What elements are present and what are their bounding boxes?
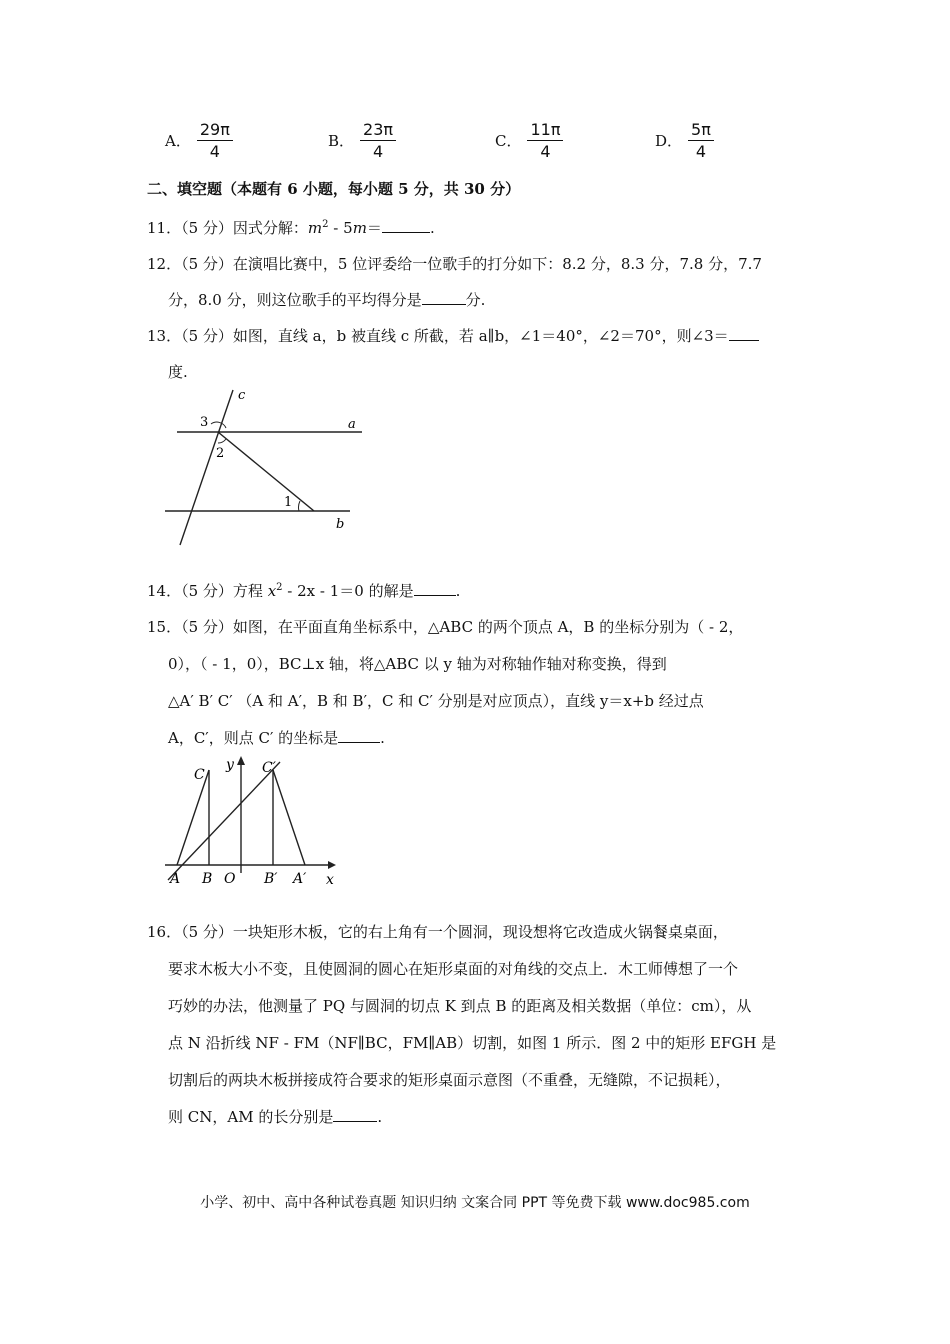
segment-apcp xyxy=(273,770,305,865)
label-angle-1: 1 xyxy=(284,495,293,510)
question-text: 分，8.0 分，则这位歌手的平均得分是 xyxy=(168,291,422,309)
answer-blank xyxy=(729,326,759,341)
question-number: 13． xyxy=(147,327,182,345)
question-16 xyxy=(147,921,728,942)
answer-blank xyxy=(414,581,456,596)
denominator: 4 xyxy=(540,142,551,161)
numerator: 23π xyxy=(360,120,396,141)
question-16-line6 xyxy=(168,1106,382,1127)
label-angle-2: 2 xyxy=(216,446,225,461)
option-label: D． xyxy=(655,132,683,150)
numerator: 29π xyxy=(197,120,233,141)
option-label: B． xyxy=(328,132,355,150)
label-x: x xyxy=(326,872,334,888)
line-y-x-b xyxy=(168,762,280,880)
numerator: 5π xyxy=(688,120,714,141)
label-Cprime: C′ xyxy=(262,760,276,776)
angle-1-arc xyxy=(299,501,300,511)
fraction xyxy=(197,120,233,161)
question-points: （5 分） xyxy=(181,219,233,237)
question-text: 一块矩形木板，它的右上角有一个圆洞，现设想将它改造成火锅餐桌桌面， xyxy=(232,923,728,941)
fraction xyxy=(360,120,396,161)
question-13-line2: 度. xyxy=(168,363,188,381)
label-A: A xyxy=(170,871,181,887)
question-number: 15． xyxy=(147,618,182,636)
question-number: 11． xyxy=(147,219,182,237)
period: . xyxy=(455,582,461,600)
line-c xyxy=(180,390,233,545)
label-Aprime: A′ xyxy=(293,871,307,887)
question-text: 分. xyxy=(465,291,486,309)
question-16-line3: 巧妙的办法，他测量了 PQ 与圆洞的切点 K 到点 B 的距离及相关数据（单位：cm），从 xyxy=(168,997,752,1015)
denominator: 4 xyxy=(372,142,384,161)
equals-sign: ＝ xyxy=(366,219,382,237)
question-text: 因式分解： xyxy=(232,219,308,237)
answer-blank xyxy=(422,290,466,305)
question-text: A，C′，则点 C′ 的坐标是 xyxy=(168,729,339,747)
question-points: （5 分） xyxy=(181,923,233,941)
label-O: O xyxy=(224,871,236,887)
question-points: （5 分） xyxy=(181,618,233,636)
option-c xyxy=(495,120,563,161)
question-text: 则 CN，AM 的长分别是 xyxy=(168,1108,334,1126)
y-axis-arrow xyxy=(237,756,245,765)
question-text: - 2x - 1＝0 的解是 xyxy=(282,582,414,600)
question-number: 14． xyxy=(147,582,182,600)
question-points: （5 分） xyxy=(181,255,233,273)
question-text: 在演唱比赛中，5 位评委给一位歌手的打分如下：8.2 分，8.3 分，7.8 分，7.7 xyxy=(232,255,762,273)
option-b xyxy=(328,120,396,161)
label-angle-3: 3 xyxy=(200,415,209,430)
angle-3-arc xyxy=(211,422,226,428)
option-d xyxy=(655,120,714,161)
option-label: A． xyxy=(165,132,191,150)
label-y: y xyxy=(226,757,234,773)
question-16-line5: 切割后的两块木板拼接成符合要求的矩形桌面示意图（不重叠，无缝隙，不记损耗）， xyxy=(168,1071,731,1089)
label-B: B xyxy=(202,871,213,887)
question-points: （5 分） xyxy=(181,327,233,345)
option-a xyxy=(165,120,233,161)
period: . xyxy=(380,729,385,747)
question-number: 12． xyxy=(147,255,182,273)
question-15 xyxy=(147,616,743,637)
parallel-lines-figure xyxy=(160,385,370,550)
angle-2-arc xyxy=(218,439,226,443)
question-15-line4 xyxy=(168,727,385,748)
question-text: 方程 xyxy=(232,582,268,600)
answer-blank xyxy=(382,218,430,233)
question-12-line2 xyxy=(168,289,485,310)
label-a: a xyxy=(348,417,356,432)
answer-blank xyxy=(333,1107,377,1122)
question-number: 16． xyxy=(147,923,182,941)
variable-m: m xyxy=(352,219,367,237)
question-15-line2: 0），（ - 1，0），BC⊥x 轴，将△ABC 以 y 轴为对称轴作轴对称变换，得到 xyxy=(168,655,667,673)
denominator: 4 xyxy=(695,142,707,161)
question-16-line4: 点 N 沿折线 NF - FM（NF∥BC，FM∥AB）切割，如图 1 所示．图 2 中的矩形 EFGH 是 xyxy=(168,1034,777,1052)
variable-m: m xyxy=(307,219,323,237)
fraction xyxy=(688,120,714,161)
page-footer: 小学、初中、高中各种试卷真题 知识归纳 文案合同 PPT 等免费下载 www.doc985.com xyxy=(200,1195,750,1211)
denominator: 4 xyxy=(209,142,220,161)
label-Bprime: B′ xyxy=(264,871,278,887)
question-12 xyxy=(147,253,762,274)
coordinate-figure xyxy=(160,750,350,890)
question-16-line2: 要求木板大小不变，且使圆洞的圆心在矩形桌面的对角线的交点上．木工师傅想了一个 xyxy=(168,960,739,978)
numerator: 11π xyxy=(527,120,563,141)
label-b: b xyxy=(336,517,345,532)
question-13 xyxy=(147,325,759,346)
question-14: 14．（5 分）方程 $x^2 - 2x - 1=0$ 的解是 . xyxy=(147,582,461,600)
label-c: c xyxy=(238,388,246,403)
question-15-line3: △A′ B′ C′ （A 和 A′，B 和 B′，C 和 C′ 分别是对应顶点），直线 y＝x+b 经过点 xyxy=(168,692,704,710)
period: . xyxy=(377,1108,383,1126)
fraction xyxy=(527,120,563,161)
label-C: C xyxy=(194,767,205,783)
question-11: 11．（5 分）因式分解：$m^2 - 5m=$ . xyxy=(147,219,435,237)
expression-part: - 5 xyxy=(328,219,353,237)
option-label: C． xyxy=(495,132,522,150)
period: . xyxy=(429,219,435,237)
x-axis-arrow xyxy=(328,861,336,869)
question-text: 如图，直线 a，b 被直线 c 所截，若 a∥b，∠1＝40°，∠2＝70°，则∠3＝ xyxy=(232,327,729,345)
transversal-segment xyxy=(218,432,314,511)
question-text: 如图，在平面直角坐标系中，△ABC 的两个顶点 A，B 的坐标分别为（ - 2， xyxy=(232,618,744,636)
question-points: （5 分） xyxy=(181,582,233,600)
answer-blank xyxy=(338,728,380,743)
variable-x: x xyxy=(267,582,277,600)
section-title: 二、填空题（本题有 6 小题，每小题 5 分，共 30 分） xyxy=(147,180,521,198)
segment-ac xyxy=(177,770,209,865)
